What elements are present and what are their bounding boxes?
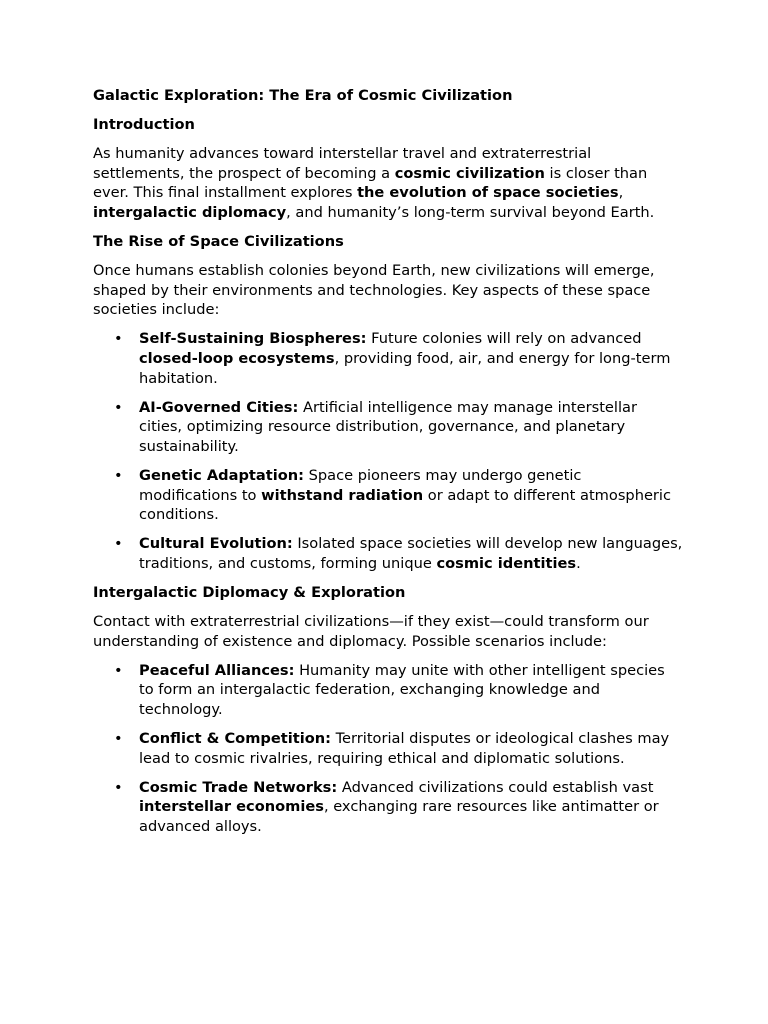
bullet-icon: •: [114, 398, 123, 416]
diplomacy-intro-paragraph: Contact with extraterrestrial civilizations—if they exist—could transform our understanding of existence and diplomacy. Possible scenarios include:: [93, 613, 649, 650]
list-item: • Self-Sustaining Biospheres: Future colonies will rely on advanced closed-loop ecosystems, providing food, air, and energy for long-term habitation.: [114, 330, 671, 387]
bullet-icon: •: [114, 467, 123, 484]
rise-list: [93, 329, 683, 573]
bold-phrase: cosmic identities: [436, 554, 577, 572]
item-label: Self-Sustaining Biospheres:: [139, 330, 367, 348]
list-item: • Conflict & Competition: Territorial disputes or ideological clashes may lead to cosmic rivalries, requiring ethical and diplomatic solutions.: [114, 730, 670, 767]
item-label: Cultural Evolution:: [139, 535, 293, 553]
diplomacy-list: [93, 661, 683, 837]
list-item: • Cultural Evolution: Isolated space societies will develop new languages, traditions, and customs, forming unique cosmic identities.: [114, 535, 683, 572]
list-item: • Genetic Adaptation: Space pioneers may undergo genetic modifications to withstand radiation or adapt to different atmospheric conditions.: [114, 467, 671, 524]
bold-phrase: interstellar economies: [139, 798, 324, 816]
document-page: [93, 86, 683, 846]
bullet-icon: •: [114, 330, 123, 348]
item-label: Peaceful Alliances:: [139, 661, 295, 679]
list-item: • Cosmic Trade Networks: Advanced civilizations could establish vast interstellar economies, exchanging rare resources like antimatter or advanced alloys.: [114, 778, 659, 835]
section-heading-diplomacy: Intergalactic Diplomacy & Exploration: [93, 583, 406, 601]
bullet-icon: •: [114, 778, 123, 796]
bold-phrase: withstand radiation: [261, 486, 424, 504]
rise-intro-paragraph: Once humans establish colonies beyond Earth, new civilizations will emerge, shaped by their environments and technologies. Key aspects of these space societies include:: [93, 262, 655, 319]
list-item: • Peaceful Alliances: Humanity may unite with other intelligent species to form an intergalactic federation, exchanging knowledge and technology.: [114, 661, 665, 718]
section-heading-introduction: Introduction: [93, 116, 195, 134]
bold-phrase: cosmic civilization: [394, 164, 545, 182]
document-title: Galactic Exploration: The Era of Cosmic Civilization: [93, 87, 513, 104]
intro-paragraph: As humanity advances toward interstellar travel and extraterrestrial settlements, the prospect of becoming a cosmic civilization is closer than ever. This final installment explores the evolution of space societies, intergalactic diplomacy, and humanity’s long-term survival beyond Earth.: [93, 145, 655, 221]
item-label: Conflict & Competition:: [139, 730, 331, 748]
item-label: Genetic Adaptation:: [139, 467, 304, 484]
bold-phrase: the evolution of space societies: [357, 184, 619, 202]
list-item: • AI-Governed Cities: Artificial intelligence may manage interstellar cities, optimizing resource distribution, governance, and planetary sustainability.: [114, 398, 637, 455]
bullet-icon: •: [114, 661, 123, 679]
section-heading-rise: The Rise of Space Civilizations: [93, 233, 344, 251]
bullet-icon: •: [114, 730, 123, 748]
item-label: AI-Governed Cities:: [139, 398, 299, 416]
bold-phrase: closed-loop ecosystems: [139, 350, 335, 368]
item-label: Cosmic Trade Networks:: [139, 778, 338, 796]
bullet-icon: •: [114, 535, 123, 553]
bold-phrase: intergalactic diplomacy: [93, 203, 287, 221]
